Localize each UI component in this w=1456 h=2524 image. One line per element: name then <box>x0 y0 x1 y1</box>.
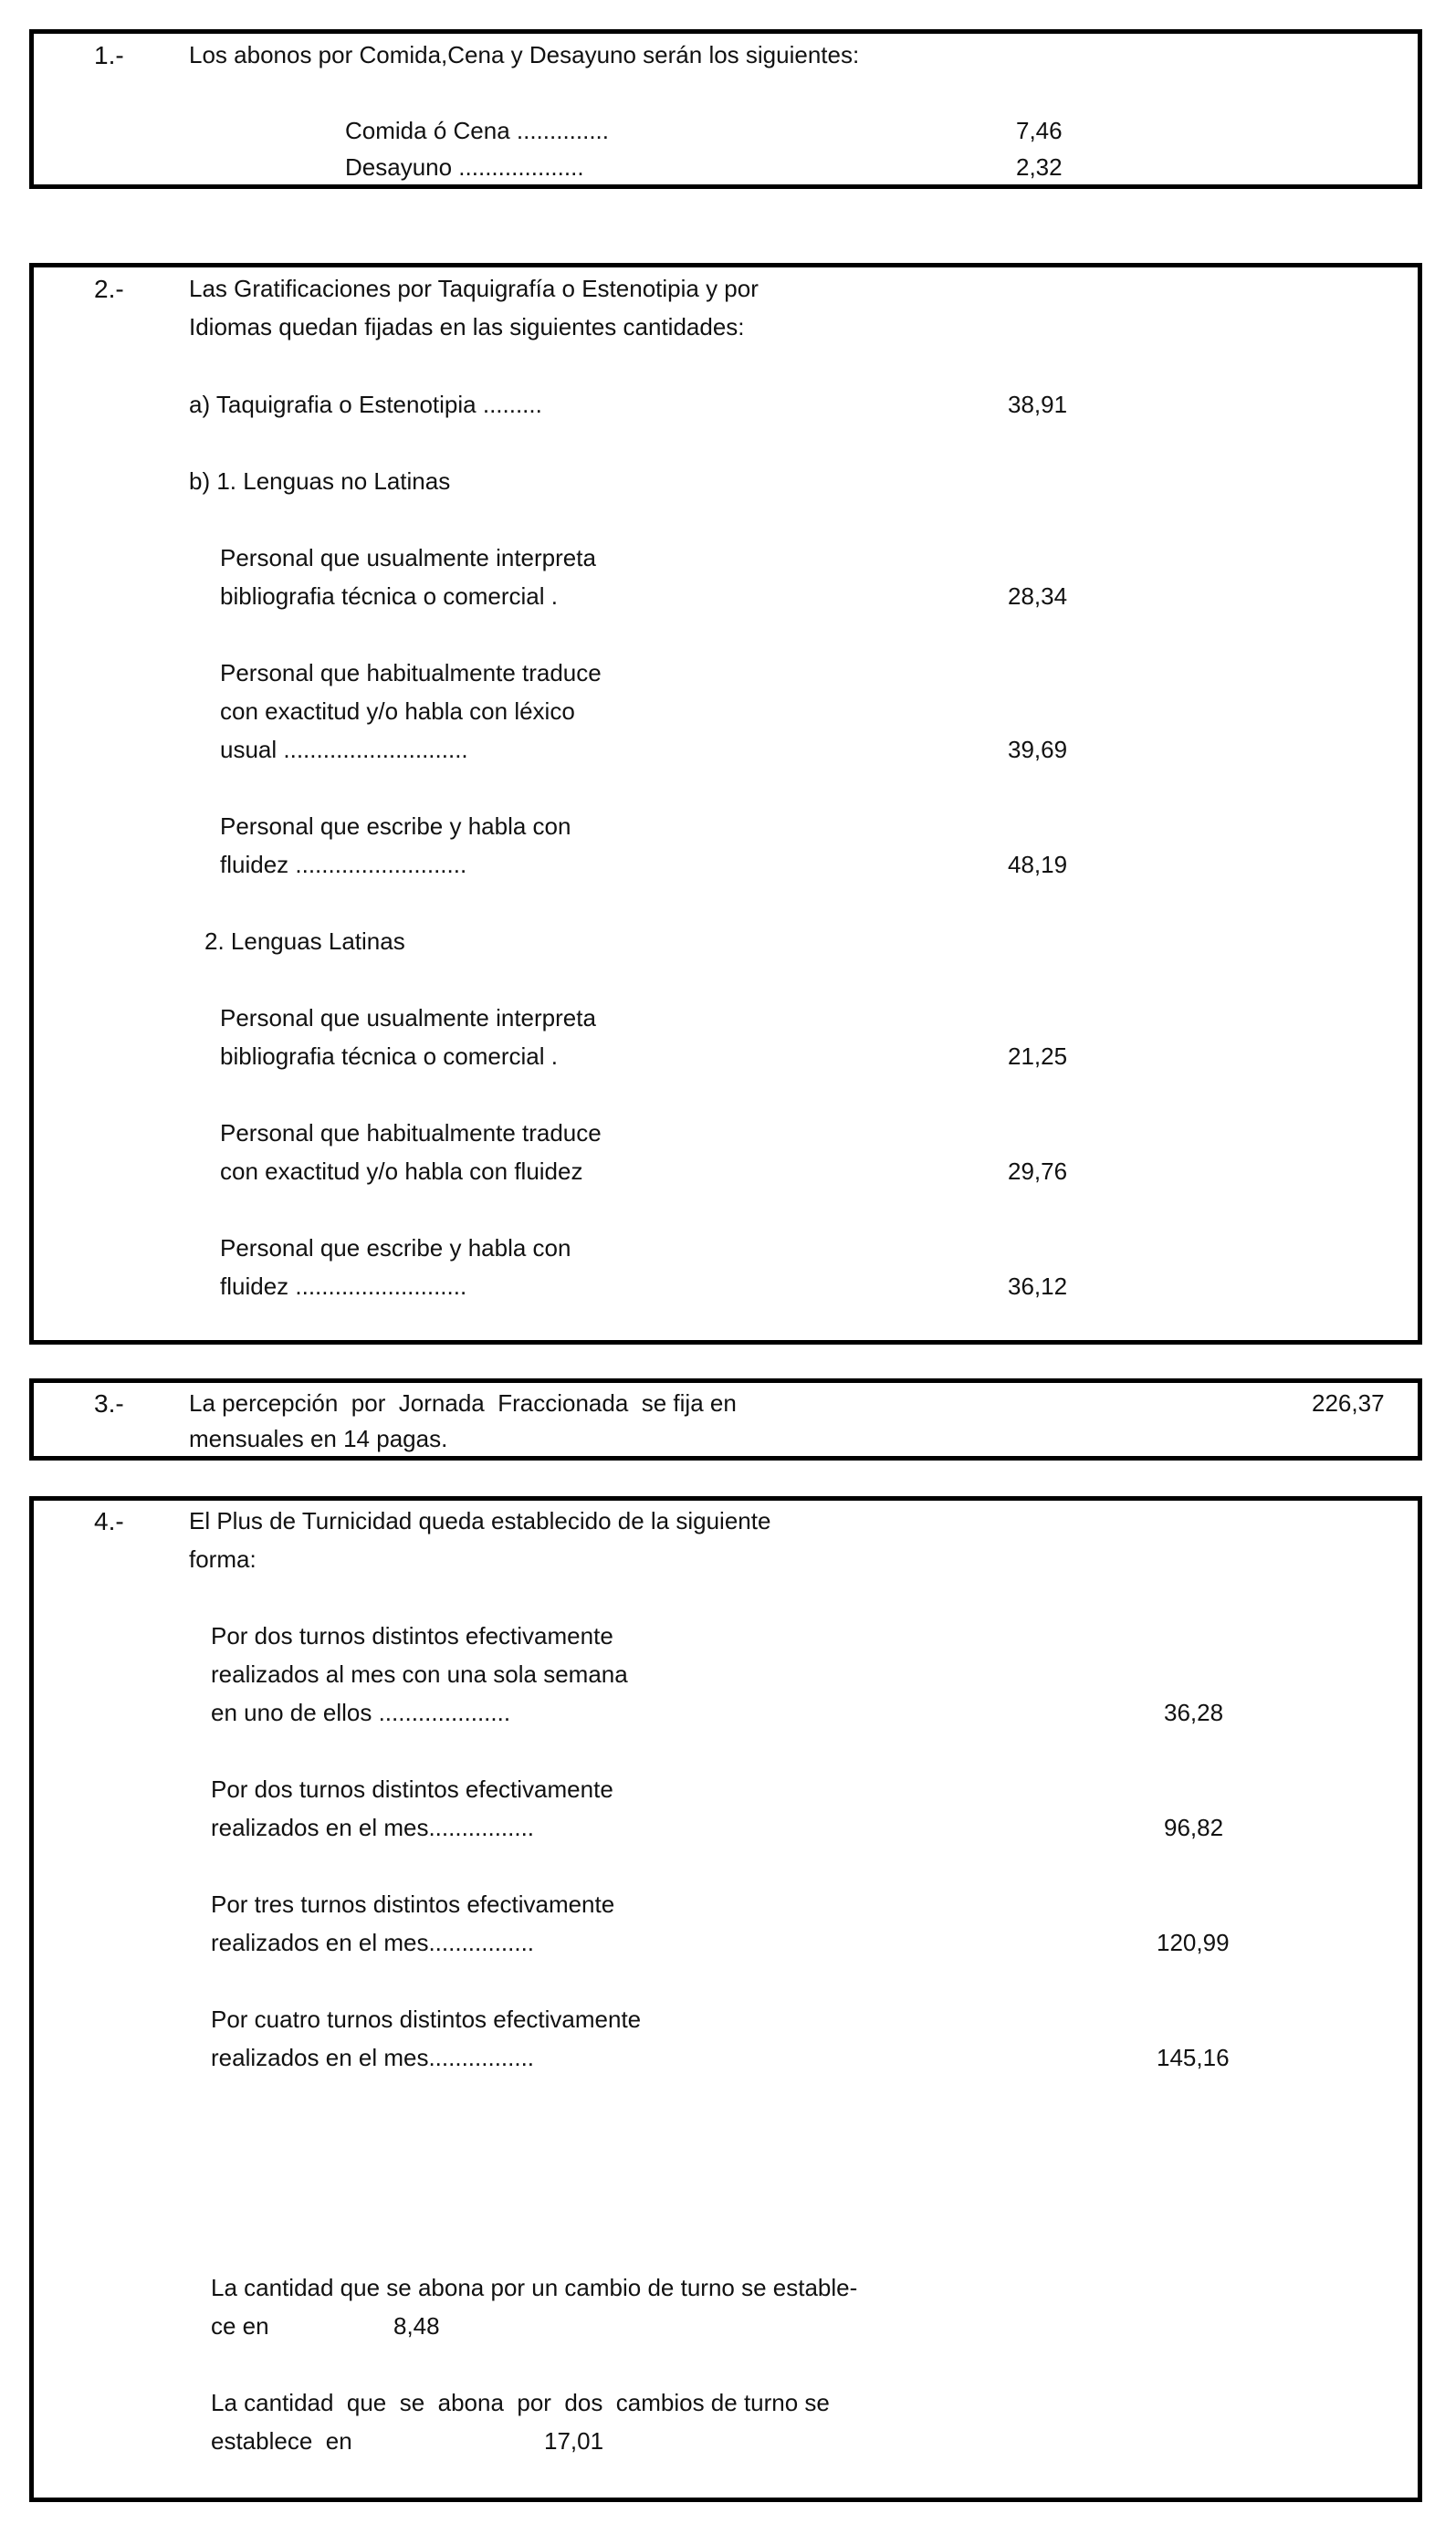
item-line: realizados en el mes................ <box>211 1814 535 1841</box>
section-3-line: La percepción por Jornada Fraccionada se fija en <box>189 1389 737 1417</box>
item-line: realizados en el mes................ <box>211 2044 535 2071</box>
item-value: 36,28 <box>1164 1699 1224 1726</box>
lenguas-latinas-heading: 2. Lenguas Latinas <box>204 927 405 955</box>
section-1-item-value: 7,46 <box>1016 117 1063 144</box>
item-line: con exactitud y/o habla con léxico <box>220 697 575 725</box>
cambio-turno-line: La cantidad que se abona por dos cambios de turno se <box>211 2389 830 2416</box>
section-3-line: mensuales en 14 pagas. <box>189 1425 448 1452</box>
section-1-intro: Los abonos por Comida,Cena y Desayuno serán los siguientes: <box>189 41 860 68</box>
item-value: 145,16 <box>1157 2044 1230 2071</box>
item-line: fluidez .......................... <box>220 851 467 878</box>
item-line: en uno de ellos .................... <box>211 1699 511 1726</box>
cambio-turno-value: 8,48 <box>393 2312 440 2340</box>
item-line: Personal que escribe y habla con <box>220 1234 571 1262</box>
item-line: con exactitud y/o habla con fluidez <box>220 1157 583 1185</box>
section-3-number: 3.- <box>94 1389 124 1418</box>
item-line: Por tres turnos distintos efectivamente <box>211 1890 615 1918</box>
section-1-item-label: Comida ó Cena .............. <box>345 117 610 144</box>
lenguas-no-latinas-heading: b) 1. Lenguas no Latinas <box>189 467 451 495</box>
item-line: realizados en el mes................ <box>211 1929 535 1956</box>
item-value: 39,69 <box>1008 736 1068 763</box>
section-1-number: 1.- <box>94 41 124 69</box>
item-line: Por dos turnos distintos efectivamente <box>211 1622 613 1650</box>
item-line: fluidez .......................... <box>220 1272 467 1300</box>
item-line: bibliografia técnica o comercial . <box>220 1042 558 1070</box>
item-value: 36,12 <box>1008 1272 1068 1300</box>
item-line: bibliografia técnica o comercial . <box>220 582 558 610</box>
item-value: 21,25 <box>1008 1042 1068 1070</box>
item-value: 96,82 <box>1164 1814 1224 1841</box>
item-line: Personal que usualmente interpreta <box>220 544 596 571</box>
item-line: Personal que habitualmente traduce <box>220 1119 602 1147</box>
taquigrafia-label: a) Taquigrafia o Estenotipia ......... <box>189 391 542 418</box>
item-line: realizados al mes con una sola semana <box>211 1660 628 1688</box>
item-line: Por cuatro turnos distintos efectivamente <box>211 2006 642 2033</box>
item-line: Por dos turnos distintos efectivamente <box>211 1775 613 1803</box>
cambio-turno-line: establece en <box>211 2427 352 2455</box>
section-2-number: 2.- <box>94 275 124 303</box>
section-4-intro-line: El Plus de Turnicidad queda establecido de la siguiente <box>189 1507 771 1534</box>
item-value: 120,99 <box>1157 1929 1230 1956</box>
section-2-intro-line: Idiomas quedan fijadas en las siguientes cantidades: <box>189 313 745 340</box>
item-line: Personal que habitualmente traduce <box>220 659 602 686</box>
item-value: 28,34 <box>1008 582 1068 610</box>
section-4-intro-line: forma: <box>189 1545 257 1573</box>
cambio-turno-line: La cantidad que se abona por un cambio de turno se estable- <box>211 2274 858 2301</box>
item-line: usual ............................ <box>220 736 468 763</box>
section-4-number: 4.- <box>94 1507 124 1535</box>
section-1-item-value: 2,32 <box>1016 153 1063 181</box>
cambio-turno-value: 17,01 <box>544 2427 604 2455</box>
taquigrafia-value: 38,91 <box>1008 391 1068 418</box>
cambio-turno-line: ce en <box>211 2312 269 2340</box>
item-line: Personal que usualmente interpreta <box>220 1004 596 1032</box>
section-2-intro-line: Las Gratificaciones por Taquigrafía o Estenotipia y por <box>189 275 759 302</box>
item-value: 48,19 <box>1008 851 1068 878</box>
section-1-item-label: Desayuno ................... <box>345 153 584 181</box>
item-value: 29,76 <box>1008 1157 1068 1185</box>
section-3-value: 226,37 <box>1312 1389 1385 1417</box>
item-line: Personal que escribe y habla con <box>220 812 571 840</box>
